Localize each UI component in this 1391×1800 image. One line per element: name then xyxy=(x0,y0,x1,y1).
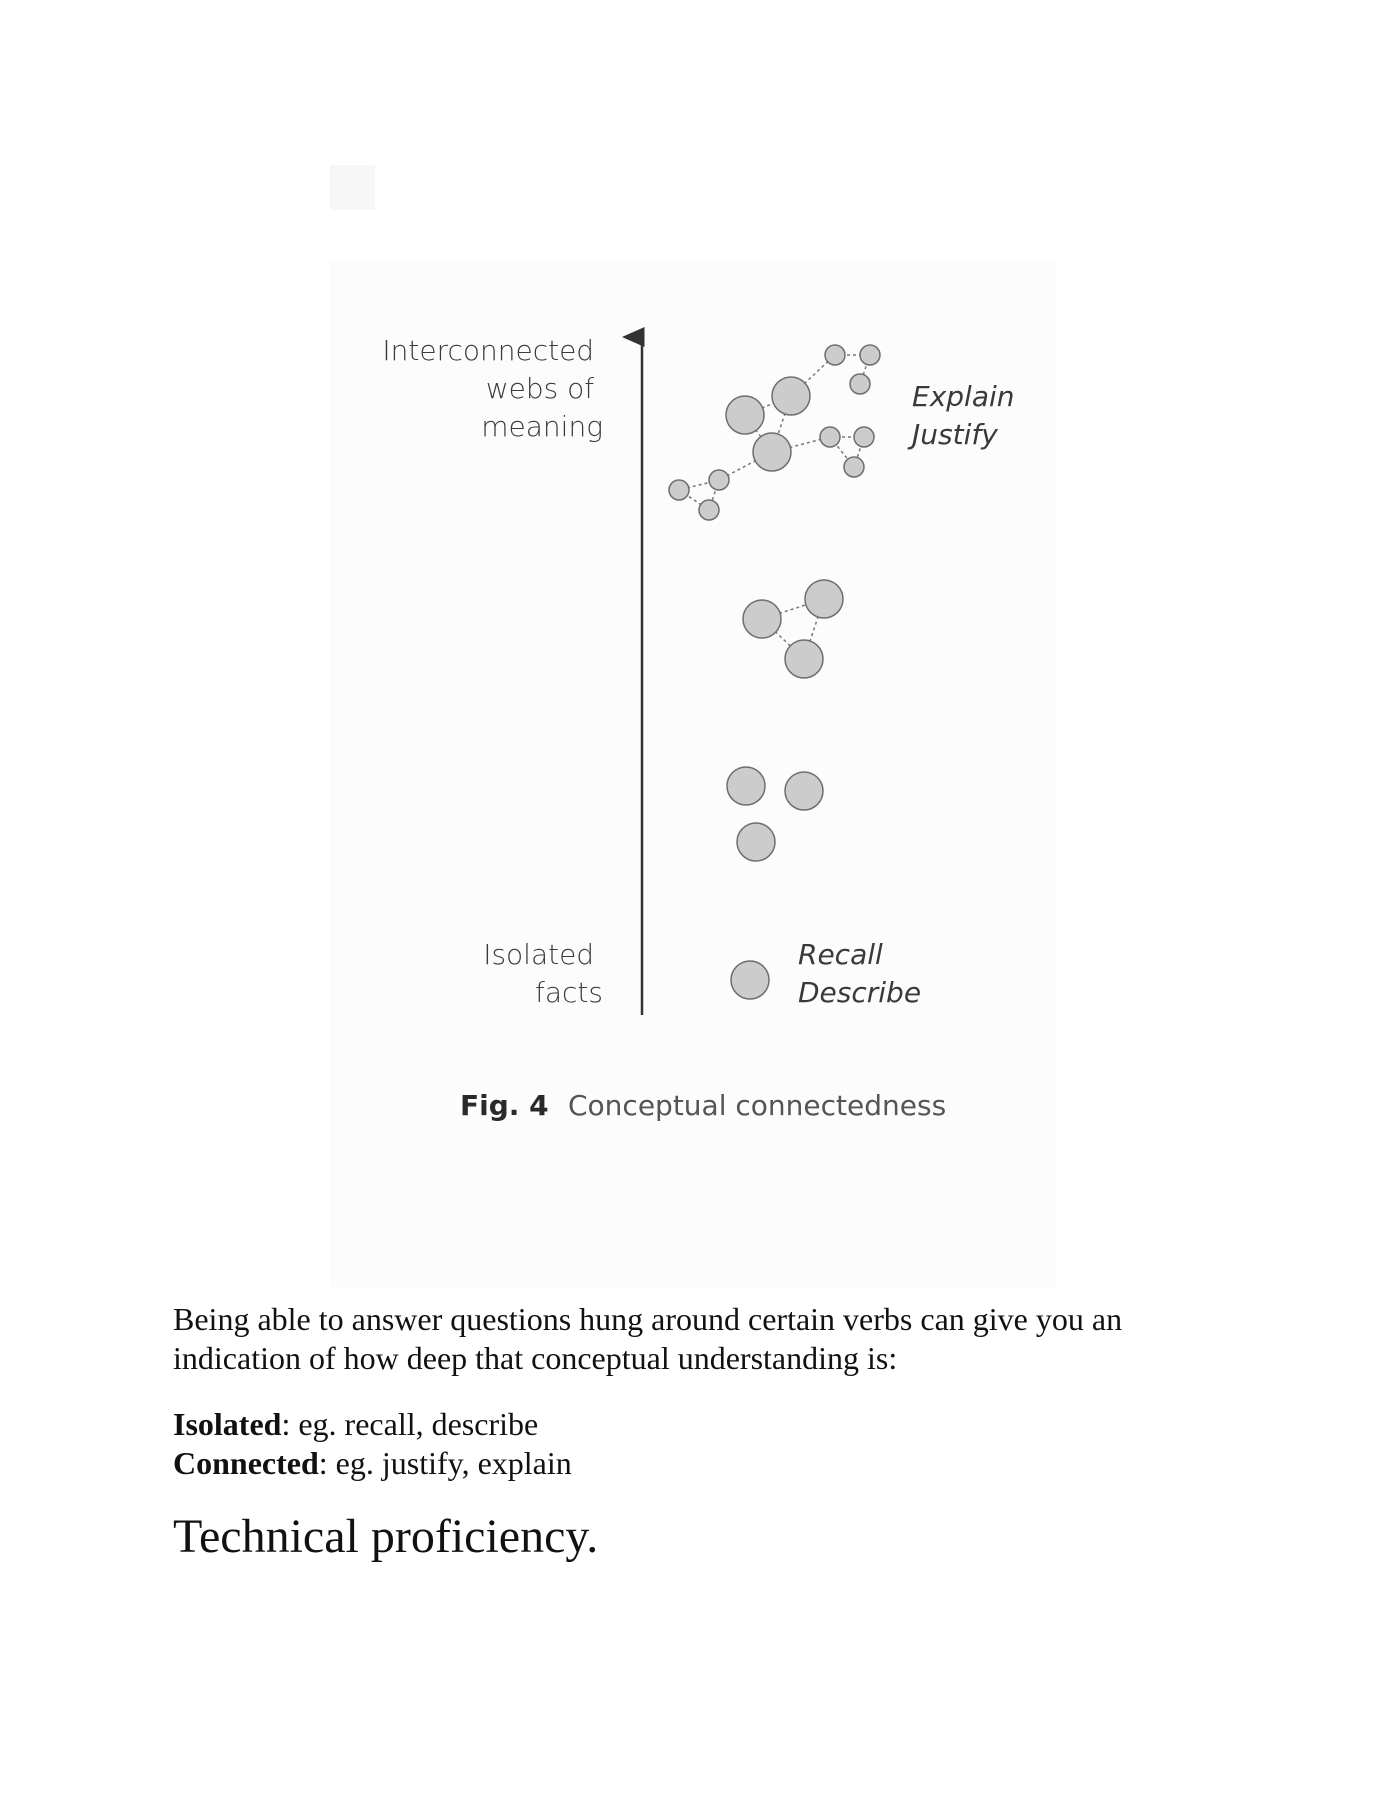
triangle-cluster xyxy=(743,580,843,678)
concept-diagram xyxy=(330,262,1055,1287)
web-node xyxy=(825,345,845,365)
axis-top-label-line-1: Interconnected xyxy=(382,334,595,367)
web-node xyxy=(854,427,874,447)
web-node xyxy=(850,374,870,394)
triangle-node xyxy=(743,600,781,638)
triangle-node xyxy=(785,640,823,678)
trio-node xyxy=(727,767,765,805)
axis-bottom-label xyxy=(483,938,603,1009)
top-verb-2: Justify xyxy=(912,418,998,451)
trio-node xyxy=(785,772,823,810)
figure-artifact xyxy=(330,165,375,210)
axis-bottom-label-line-1: Isolated xyxy=(483,938,595,971)
web-node xyxy=(772,377,810,415)
axis-bottom-label-line-2: facts xyxy=(535,976,603,1009)
web-node xyxy=(820,427,840,447)
web-node xyxy=(709,470,729,490)
axis-top-label xyxy=(382,334,603,443)
isolated-node xyxy=(731,961,769,999)
web-node xyxy=(699,500,719,520)
top-verbs-label xyxy=(907,380,1023,451)
figure-number: Fig. 4 xyxy=(460,1089,549,1122)
section-heading: Technical proficiency. xyxy=(173,1510,599,1563)
list-item-isolated xyxy=(173,1405,1253,1444)
list-term: Connected xyxy=(173,1445,319,1481)
web-node xyxy=(844,457,864,477)
web-node xyxy=(726,396,764,434)
verb-list xyxy=(173,1405,1253,1483)
trio-cluster xyxy=(727,767,823,861)
bottom-verb-2: Describe xyxy=(798,976,922,1009)
intro-paragraph: Being able to answer questions hung around certain verbs can give you an indication of how deep that conceptual understanding is: xyxy=(173,1301,1123,1376)
web-cluster xyxy=(669,345,880,520)
bottom-verb-1: Recall xyxy=(798,938,883,971)
bottom-verbs-label xyxy=(798,938,921,1009)
list-text: : eg. justify, explain xyxy=(318,1445,572,1481)
axis-top-label-line-2: webs of xyxy=(485,372,595,405)
list-text: : eg. recall, describe xyxy=(281,1406,539,1442)
figure-caption: Conceptual connectedness xyxy=(568,1089,947,1122)
web-node xyxy=(753,433,791,471)
trio-node xyxy=(737,823,775,861)
list-item-connected xyxy=(173,1444,1253,1483)
figure-4 xyxy=(330,262,1055,1287)
axis-top-label-line-3: meaning xyxy=(481,410,603,443)
top-verb-1: Explain xyxy=(912,380,1015,413)
list-term: Isolated xyxy=(173,1406,282,1442)
web-node xyxy=(860,345,880,365)
web-node xyxy=(669,480,689,500)
triangle-node xyxy=(805,580,843,618)
